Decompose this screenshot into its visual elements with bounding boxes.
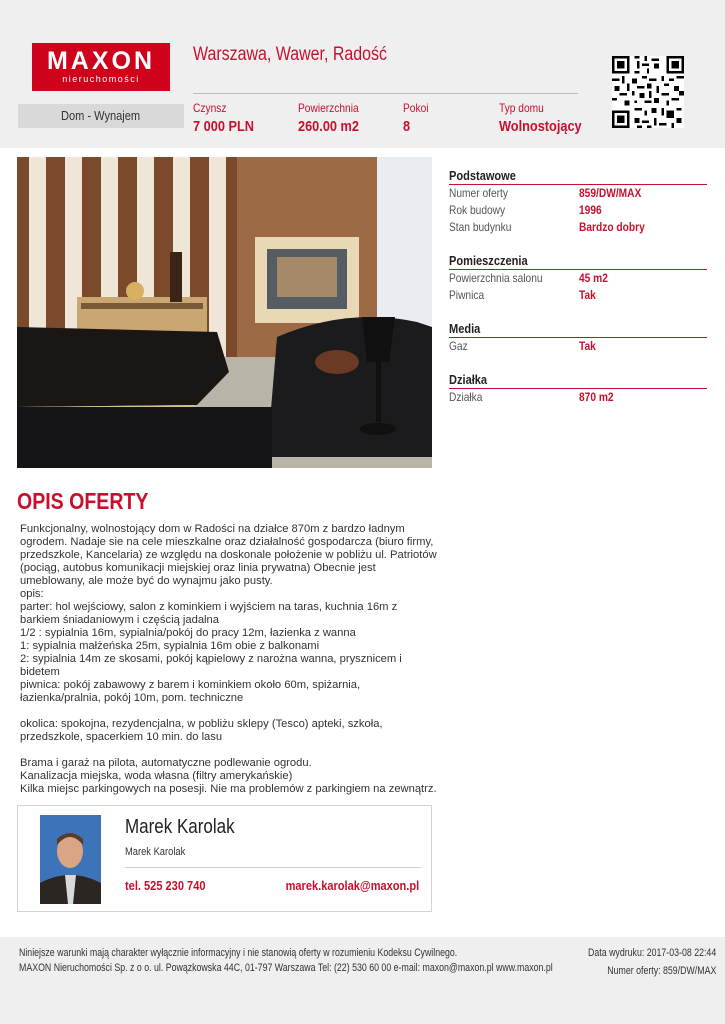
detail-row [449,338,707,355]
detail-key: Piwnica [449,288,485,302]
detail-value: 1996 [579,203,602,217]
stat-rooms [403,101,433,135]
detail-value: 870 m2 [579,390,614,404]
agent-phone-link[interactable]: tel. 525 230 740 [125,878,206,893]
stat-label: Pokoi [403,101,429,115]
section-plot-title: Działka [449,369,707,389]
stat-value: 260.00 m2 [298,118,359,135]
stat-value: Wolnostojący [499,118,582,135]
header-divider [193,93,578,94]
detail-row [449,389,707,406]
stat-label: Czynsz [193,101,227,115]
detail-key: Gaz [449,339,468,353]
detail-row [449,287,707,304]
page-footer [0,937,725,1024]
detail-value: Tak [579,288,596,302]
property-location: Warszawa, Wawer, Radość [193,44,387,65]
detail-value: 45 m2 [579,271,608,285]
footer-company-info: MAXON Nieruchomości Sp. z o o. ul. Powązkowska 44C, 01-797 Warszawa Tel: (22) 530 60 00 e-mail: maxon@maxon.pl www.maxon.pl [19,962,553,974]
footer-offer-number: Numer oferty: 859/DW/MAX [606,965,716,977]
description-text: Funkcjonalny, wolnostojący dom w Radości na działce 870m z bardzo ładnym ogrodem. Nadaje sie na cele mieszkalne oraz działalność gospodarcza (biuro firmy, przedszkole, Kancelaria) ze względu na doskonale położenie w pobliżu ul. Patriotów (pociąg, autobus komunikacji miejskiej oraz linia prywatna) Obecnie jest umeblowany, ale może być do wynajmu jako pusty. opis: parter: hol wejściowy, salon z kominkiem i wyjściem na taras, kuchnia 16m z barkiem śniadaniowym i częścią jadalna 1/2 : sypialnia 16m, sypialnia/pokój do pracy 12m, łazienka z wanna 1: sypialnia małżeńska 25m, sypialnia 16m obie z balkonami 2: sypialnia 14m ze skosami, pokój kąpielowy z narożna wanna, prysznicem i bidetem piwnica: pokój zabawowy z barem i kominkiem około 60m, spiżarnia, łazienka/pralnia, pokój 10m, pom. techniczne okolica: spokojna, rezydencjalna, w pobliżu sklepy (Tesco) apteki, szkoła, przedszkole, spacerkiem 10 min. do lasu Brama i garaż na pilota, automatyczne podlewanie ogrodu. Kanalizacja miejska, woda własna (filtry amerykańskie) Kilka miejsc parkingowych na posesji. Nie ma problemów z parkingiem na zewnątrz. [20,523,437,795]
detail-row [449,185,707,202]
agent-divider [125,867,421,868]
details-panel [449,165,707,406]
qr-code-icon[interactable] [612,56,684,128]
property-photo[interactable] [17,157,432,468]
detail-key: Działka [449,390,483,404]
detail-value: 859/DW/MAX [579,186,642,200]
stat-area [298,101,370,135]
stat-label: Typ domu [499,101,544,115]
detail-key: Stan budynku [449,220,512,234]
agent-email-link[interactable]: marek.karolak@maxon.pl [285,878,419,893]
detail-row [449,270,707,287]
description-title: OPIS OFERTY [17,488,149,514]
detail-row [449,219,707,236]
detail-key: Powierzchnia salonu [449,271,543,285]
agent-subtitle: Marek Karolak [125,846,186,858]
fireplace [255,237,359,323]
detail-value: Tak [579,339,596,353]
section-rooms-title: Pomieszczenia [449,250,707,270]
stat-label: Powierzchnia [298,101,359,115]
stat-value: 7 000 PLN [193,118,254,135]
section-basic-title: Podstawowe [449,165,707,185]
deal-type-badge: Dom - Wynajem [18,104,184,128]
page-header [0,0,725,148]
footer-disclaimer: Niniejsze warunki mają charakter wyłącznie informacyjny i nie stanowią oferty w rozumieniu Kodeksu Cywilnego. [19,947,458,959]
stat-value: 8 [403,118,411,135]
agent-card [17,805,432,912]
detail-key: Numer oferty [449,186,508,200]
footer-print-date: Data wydruku: 2017-03-08 22:44 [587,947,716,959]
agent-name: Marek Karolak [125,816,235,838]
agent-avatar [40,815,101,904]
section-media-title: Media [449,318,707,338]
logo-subtitle: nieruchomości [62,74,140,84]
maxon-logo[interactable] [32,43,170,91]
detail-key: Rok budowy [449,203,506,217]
detail-value: Bardzo dobry [579,220,645,234]
stat-house-type [499,101,596,135]
stat-rent [193,101,265,135]
detail-row [449,202,707,219]
logo-brand: MAXON [46,47,156,75]
